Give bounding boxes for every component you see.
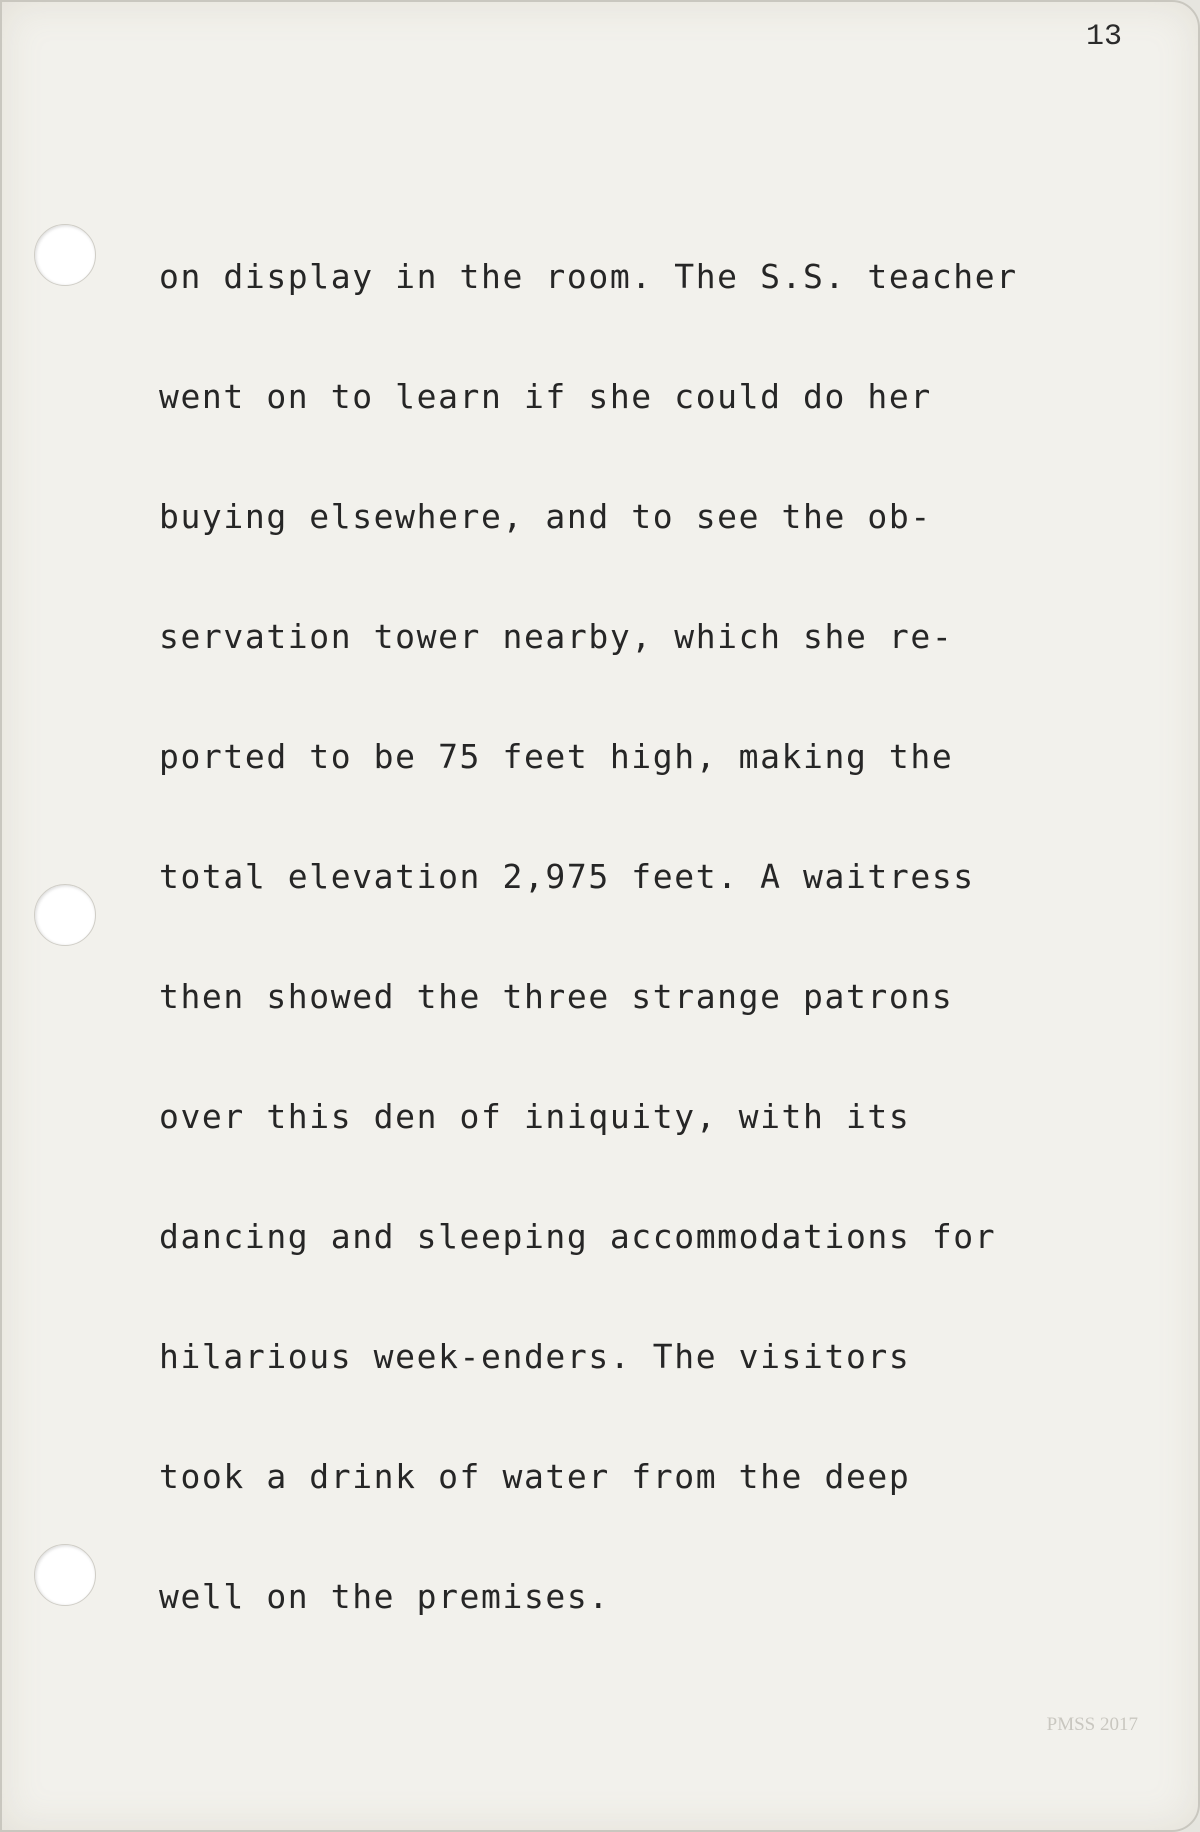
binder-hole-bottom [34,1544,96,1606]
typed-text [159,97,1018,1832]
binder-hole-top [34,224,96,286]
text-line: servation tower nearby, which she re- [159,617,954,656]
text-line: then showed the three strange patrons [159,977,954,1016]
text-line: well on the premises. [159,1577,610,1616]
paragraph-1 [159,177,1018,1697]
binder-hole-middle [34,884,96,946]
watermark: PMSS 2017 [1046,1714,1138,1735]
text-line: ported to be 75 feet high, making the [159,737,954,776]
text-line: dancing and sleeping accommodations for [159,1217,997,1256]
text-line: buying elsewhere, and to see the ob- [159,497,932,536]
text-line: took a drink of water from the deep [159,1457,911,1496]
page-number: 13 [1085,20,1122,54]
text-line: went on to learn if she could do her [159,377,932,416]
text-line: on display in the room. The S.S. teacher [159,257,1018,296]
text-line: over this den of iniquity, with its [159,1097,911,1136]
text-line: hilarious week-enders. The visitors [159,1337,911,1376]
text-line: total elevation 2,975 feet. A waitress [159,857,975,896]
